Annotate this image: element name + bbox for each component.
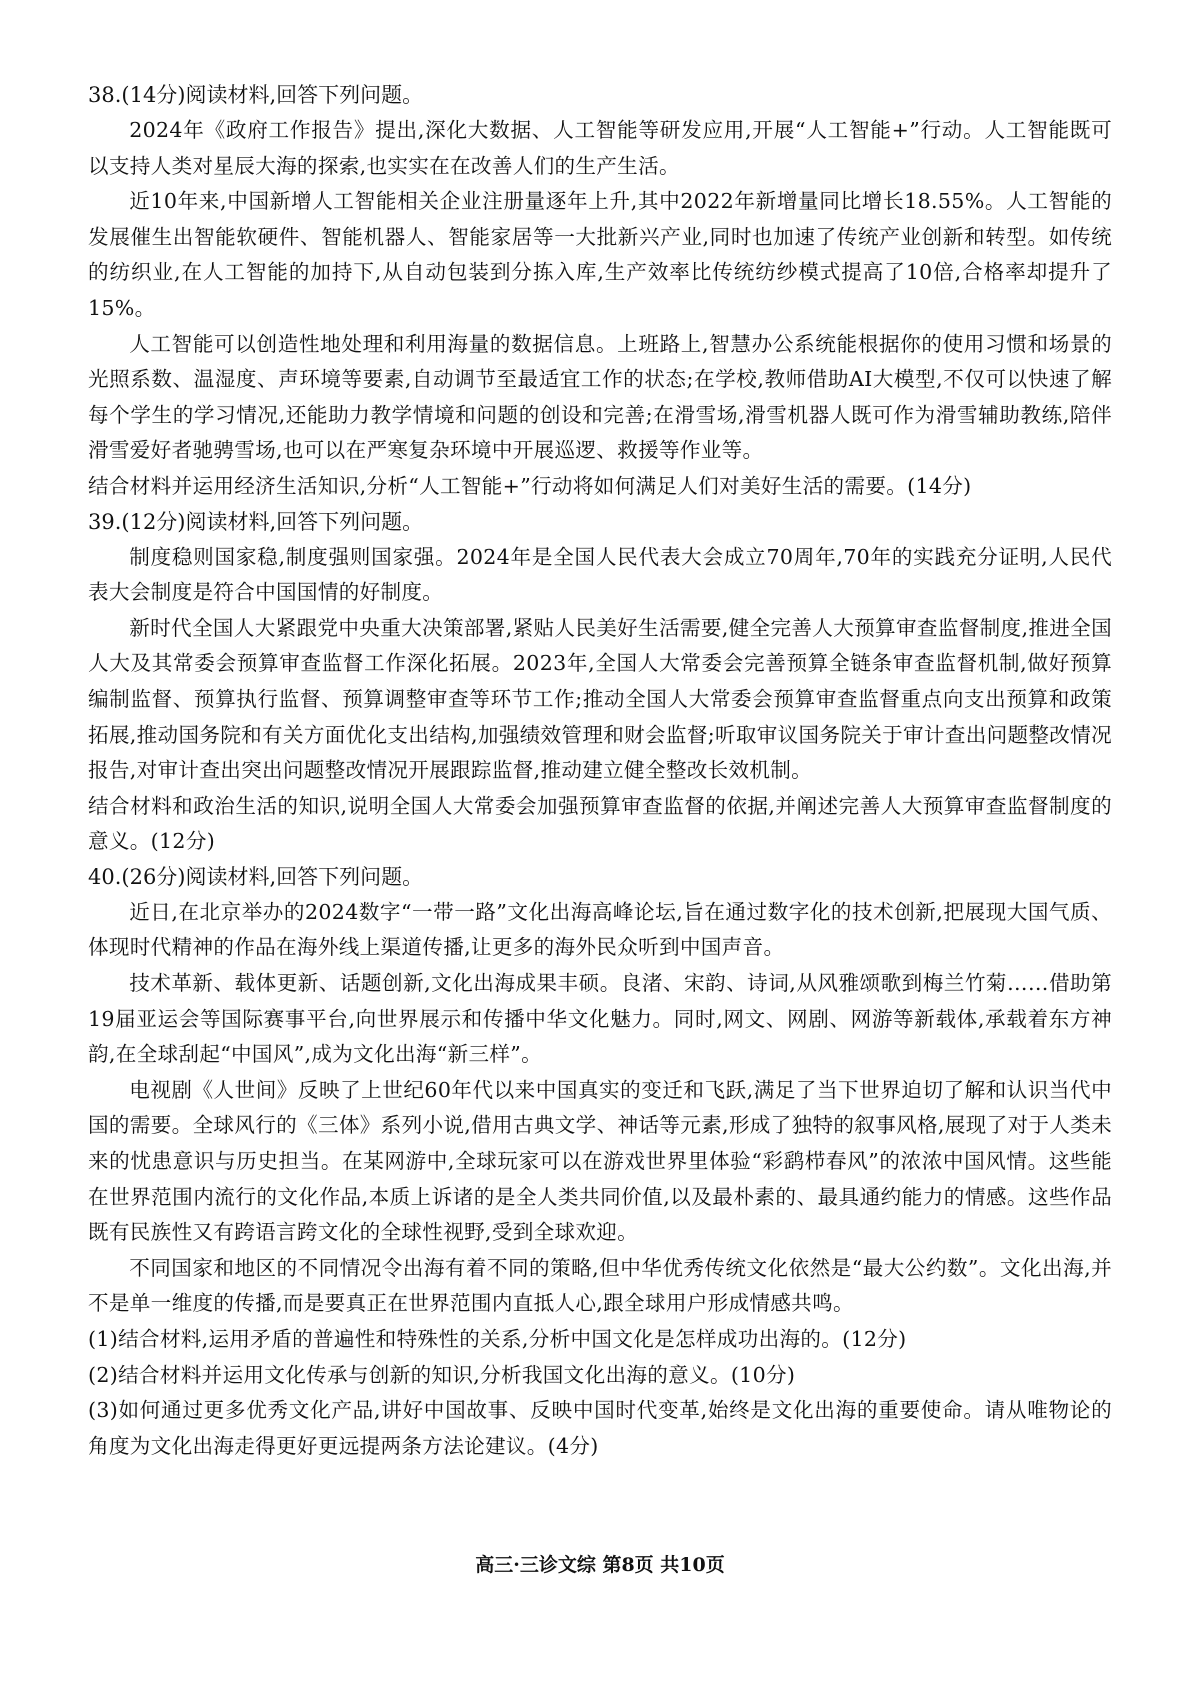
question-39-prompt: 结合材料和政治生活的知识,说明全国人大常委会加强预算审查监督的依据,并阐述完善人大预算审查监督制度的意义。(12分) [88, 793, 1112, 854]
question-40-subquestion-1: (1)结合材料,运用矛盾的普遍性和特殊性的关系,分析中国文化是怎样成功出海的。(12分) [88, 1327, 907, 1351]
question-39 [88, 505, 1112, 860]
question-40-paragraph-2: 技术革新、载体更新、话题创新,文化出海成果丰硕。良渚、宋韵、诗词,从风雅颂歌到梅兰竹菊……借助第19届亚运会等国际赛事平台,向世界展示和传播中华文化魅力。同时,网文、网剧、网游等新载体,承载着东方神韵,在全球刮起“中国风”,成为文化出海“新三样”。 [88, 971, 1112, 1067]
question-38-title: 38.(14分)阅读材料,回答下列问题。 [88, 83, 424, 107]
question-38-paragraph-2: 近10年来,中国新增人工智能相关企业注册量逐年上升,其中2022年新增量同比增长18.55%。人工智能的发展催生出智能软硬件、智能机器人、智能家居等一大批新兴产业,同时也加速了传统产业创新和转型。如传统的纺织业,在人工智能的加持下,从自动包装到分拣入库,生产效率比传统纺纱模式提高了10倍,合格率却提升了15%。 [88, 189, 1112, 320]
question-40 [88, 860, 1112, 1465]
question-38-prompt: 结合材料并运用经济生活知识,分析“人工智能+”行动将如何满足人们对美好生活的需要。(14分) [88, 473, 972, 498]
question-38-paragraph-3: 人工智能可以创造性地处理和利用海量的数据信息。上班路上,智慧办公系统能根据你的使用习惯和场景的光照系数、温湿度、声环境等要素,自动调节至最适宜工作的状态;在学校,教师借助AI大模型,不仅可以快速了解每个学生的学习情况,还能助力教学情境和问题的创设和完善;在滑雪场,滑雪机器人既可作为滑雪辅助教练,陪伴滑雪爱好者驰骋雪场,也可以在严寒复杂环境中开展巡逻、救援等作业等。 [88, 331, 1112, 463]
question-40-subquestion-2: (2)结合材料并运用文化传承与创新的知识,分析我国文化出海的意义。(10分) [88, 1362, 796, 1387]
question-39-title: 39.(12分)阅读材料,回答下列问题。 [88, 509, 424, 534]
question-39-paragraph-2: 新时代全国人大紧跟党中央重大决策部署,紧贴人民美好生活需要,健全完善人大预算审查监督制度,推进全国人大及其常委会预算审查监督工作深化拓展。2023年,全国人大常委会完善预算全链条审查监督机制,做好预算编制监督、预算执行监督、预算调整审查等环节工作;推动全国人大常委会预算审查监督重点向支出预算和政策拓展,推动国务院和有关方面优化支出结构,加强绩效管理和财会监督;听取审议国务院关于审计查出问题整改情况报告,对审计查出突出问题整改情况开展跟踪监督,推动建立健全整改长效机制。 [88, 615, 1112, 783]
question-40-title: 40.(26分)阅读材料,回答下列问题。 [88, 864, 424, 889]
question-40-subquestion-3: (3)如何通过更多优秀文化产品,讲好中国故事、反映中国时代变革,始终是文化出海的重要使命。请从唯物论的角度为文化出海走得更好更远提两条方法论建议。(4分) [88, 1398, 1112, 1458]
question-38-paragraph-1: 2024年《政府工作报告》提出,深化大数据、人工智能等研发应用,开展“人工智能+”行动。人工智能既可以支持人类对星辰大海的探索,也实实在在改善人们的生产生活。 [88, 118, 1112, 178]
question-39-paragraph-1: 制度稳则国家稳,制度强则国家强。2024年是全国人民代表大会成立70周年,70年的实践充分证明,人民代表大会制度是符合中国国情的好制度。 [88, 544, 1112, 605]
question-38 [88, 78, 1112, 505]
question-40-paragraph-3: 电视剧《人世间》反映了上世纪60年代以来中国真实的变迁和飞跃,满足了当下世界迫切了解和认识当代中国的需要。全球风行的《三体》系列小说,借用古典文学、神话等元素,形成了独特的叙事风格,展现了对于人类未来的忧患意识与历史担当。在某网游中,全球玩家可以在游戏世界里体验“彩鹞栉春风”的浓浓中国风情。这些能在世界范围内流行的文化作品,本质上诉诸的是全人类共同价值,以及最朴素的、最具通约能力的情感。这些作品既有民族性又有跨语言跨文化的全球性视野,受到全球欢迎。 [88, 1077, 1112, 1245]
page-footer: 高三·三诊文综 第8页 共10页 [475, 1554, 725, 1576]
question-40-paragraph-1: 近日,在北京举办的2024数字“一带一路”文化出海高峰论坛,旨在通过数字化的技术创新,把展现大国气质、体现时代精神的作品在海外线上渠道传播,让更多的海外民众听到中国声音。 [88, 899, 1112, 960]
question-40-paragraph-4: 不同国家和地区的不同情况令出海有着不同的策略,但中华优秀传统文化依然是“最大公约数”。文化出海,并不是单一维度的传播,而是要真正在世界范围内直抵人心,跟全球用户形成情感共鸣。 [88, 1255, 1112, 1316]
